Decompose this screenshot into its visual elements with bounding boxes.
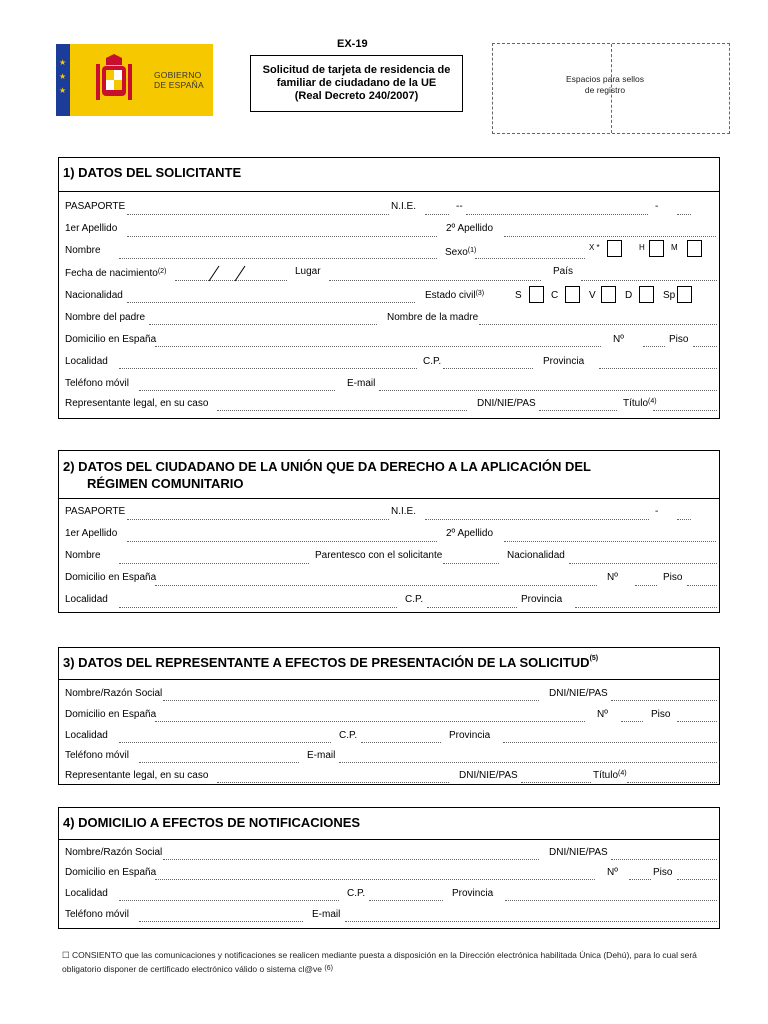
label-nombre: Nombre bbox=[65, 245, 101, 256]
label-titulo-3 bbox=[593, 770, 627, 781]
localidad-field-4[interactable] bbox=[119, 900, 339, 901]
piso-field[interactable] bbox=[693, 346, 717, 347]
checkbox-ec-s[interactable] bbox=[529, 286, 544, 303]
star-icon: ★ ★ ★ bbox=[59, 58, 67, 95]
nie-field-1[interactable] bbox=[425, 214, 449, 215]
label-cp-4: C.P. bbox=[347, 888, 366, 899]
estado-civil-text: Estado civil bbox=[425, 290, 476, 301]
label-sexo-h: H bbox=[639, 243, 645, 252]
nie-dash-2: - bbox=[655, 201, 659, 212]
nacionalidad-field-2[interactable] bbox=[569, 563, 717, 564]
label-representante-3: Representante legal, en su caso bbox=[65, 770, 209, 781]
label-ec-s: S bbox=[515, 290, 522, 301]
title-line2: familiar de ciudadano de la UE bbox=[276, 77, 437, 89]
checkbox-ec-c[interactable] bbox=[565, 286, 580, 303]
section-2-title-line2: RÉGIMEN COMUNITARIO bbox=[87, 476, 244, 491]
parentesco-field[interactable] bbox=[443, 563, 499, 564]
cp-field[interactable] bbox=[443, 368, 533, 369]
label-localidad-3: Localidad bbox=[65, 730, 108, 741]
coat-of-arms-icon bbox=[96, 54, 132, 106]
titulo-sup-3: (4) bbox=[618, 770, 627, 777]
label-fecha-nac bbox=[65, 268, 166, 279]
label-nie-2: N.I.E. bbox=[391, 506, 417, 517]
provincia-field-2[interactable] bbox=[575, 607, 717, 608]
nie-field-2c[interactable] bbox=[677, 519, 691, 520]
titulo-text: Título bbox=[623, 398, 649, 409]
titulo-text-3: Título bbox=[593, 770, 619, 781]
cp-field-3[interactable] bbox=[361, 742, 441, 743]
stamp-text bbox=[555, 74, 655, 96]
sexo-line bbox=[475, 258, 585, 259]
checkbox-ec-v[interactable] bbox=[601, 286, 616, 303]
estado-civil-sup: (3) bbox=[475, 290, 485, 297]
gobierno-logo bbox=[56, 44, 213, 116]
consent-sup: (6) bbox=[324, 965, 333, 972]
label-telefono-3: Teléfono móvil bbox=[65, 750, 129, 761]
label-sexo-m: M bbox=[671, 243, 678, 252]
telefono-field-4[interactable] bbox=[139, 921, 303, 922]
label-razon-social-3: Nombre/Razón Social bbox=[65, 688, 163, 699]
pais-field[interactable] bbox=[581, 280, 717, 281]
checkbox-sexo-m[interactable] bbox=[687, 240, 702, 257]
nombre-field-2[interactable] bbox=[119, 563, 309, 564]
label-provincia-3: Provincia bbox=[449, 730, 491, 741]
label-sexo-x: X * bbox=[589, 243, 600, 252]
label-piso-2: Piso bbox=[663, 572, 683, 583]
email-field-3[interactable] bbox=[339, 762, 717, 763]
consent-line1: ☐ CONSIENTO que las comunicaciones y notificaciones se realicen mediante puesta a disposición en la Dirección electrónica habilitada Única (Dehú), para lo cual será bbox=[62, 950, 697, 960]
checkbox-sexo-h[interactable] bbox=[649, 240, 664, 257]
label-pais: País bbox=[553, 266, 574, 277]
section-ciudadano-ue bbox=[58, 450, 720, 613]
label-localidad-4: Localidad bbox=[65, 888, 108, 899]
stamp-line1: Espacios para sellos bbox=[566, 74, 644, 84]
label-provincia-2: Provincia bbox=[521, 594, 563, 605]
nie-field-2[interactable] bbox=[466, 214, 648, 215]
label-ec-d: D bbox=[625, 290, 633, 301]
label-localidad: Localidad bbox=[65, 356, 108, 367]
label-apellido2: 2º Apellido bbox=[446, 223, 494, 234]
localidad-field-2[interactable] bbox=[119, 607, 397, 608]
label-dni-3b: DNI/NIE/PAS bbox=[459, 770, 518, 781]
consent-text[interactable] bbox=[62, 948, 722, 976]
label-piso: Piso bbox=[669, 334, 689, 345]
provincia-field-3[interactable] bbox=[503, 742, 717, 743]
apellido1-field-2[interactable] bbox=[127, 541, 437, 542]
label-apellido1-2: 1er Apellido bbox=[65, 528, 118, 539]
label-cp-3: C.P. bbox=[339, 730, 358, 741]
label-dni-3: DNI/NIE/PAS bbox=[549, 688, 608, 699]
domicilio-field-2[interactable] bbox=[155, 585, 597, 586]
consent-line2-wrap bbox=[62, 962, 722, 976]
numero-field-4[interactable] bbox=[629, 879, 651, 880]
dni-field-3b[interactable] bbox=[521, 782, 591, 783]
cp-field-4[interactable] bbox=[369, 900, 443, 901]
logo-text bbox=[154, 70, 204, 90]
lugar-field[interactable] bbox=[329, 280, 541, 281]
label-nombre-2: Nombre bbox=[65, 550, 101, 561]
dni-field-4[interactable] bbox=[611, 859, 717, 860]
sexo-sup: (1) bbox=[467, 247, 477, 254]
cp-field-2[interactable] bbox=[427, 607, 517, 608]
numero-field[interactable] bbox=[643, 346, 665, 347]
piso-field-2[interactable] bbox=[687, 585, 717, 586]
label-piso-4: Piso bbox=[653, 867, 673, 878]
checkbox-ec-sp[interactable] bbox=[677, 286, 692, 303]
telefono-field-3[interactable] bbox=[139, 762, 299, 763]
label-numero-4: Nº bbox=[607, 867, 618, 878]
label-lugar: Lugar bbox=[295, 266, 321, 277]
provincia-field[interactable] bbox=[599, 368, 717, 369]
label-padre: Nombre del padre bbox=[65, 312, 146, 323]
domicilio-field-3[interactable] bbox=[155, 721, 585, 722]
nacionalidad-field[interactable] bbox=[127, 302, 415, 303]
label-telefono-4: Teléfono móvil bbox=[65, 909, 129, 920]
piso-field-3[interactable] bbox=[677, 721, 717, 722]
title-line1: Solicitud de tarjeta de residencia de bbox=[262, 64, 451, 76]
representante-field-3[interactable] bbox=[217, 782, 449, 783]
checkbox-ec-d[interactable] bbox=[639, 286, 654, 303]
fecha-nac-text: Fecha de nacimiento bbox=[65, 268, 158, 279]
label-localidad-2: Localidad bbox=[65, 594, 108, 605]
checkbox-sexo-x[interactable] bbox=[607, 240, 622, 257]
label-pasaporte: PASAPORTE bbox=[65, 201, 126, 212]
label-domicilio: Domicilio en España bbox=[65, 334, 157, 345]
section-representante bbox=[58, 647, 720, 785]
nie-dash: -- bbox=[456, 201, 463, 212]
label-domicilio-2: Domicilio en España bbox=[65, 572, 157, 583]
madre-field[interactable] bbox=[479, 324, 717, 325]
dni-field[interactable] bbox=[539, 410, 617, 411]
label-titulo bbox=[623, 398, 657, 409]
label-nacionalidad-2: Nacionalidad bbox=[507, 550, 565, 561]
form-code: EX-19 bbox=[337, 38, 368, 50]
label-email: E-mail bbox=[347, 378, 376, 389]
numero-field-2[interactable] bbox=[635, 585, 657, 586]
section-2-title bbox=[59, 451, 719, 499]
section-solicitante bbox=[58, 157, 720, 419]
label-pasaporte-2: PASAPORTE bbox=[65, 506, 126, 517]
consent-line2: obligatorio disponer de certificado electrónico válido o sistema cl@ve bbox=[62, 964, 322, 974]
label-madre: Nombre de la madre bbox=[387, 312, 479, 323]
titulo-field[interactable] bbox=[653, 410, 717, 411]
section-3-sup: (5) bbox=[589, 655, 599, 662]
label-telefono: Teléfono móvil bbox=[65, 378, 129, 389]
label-sexo bbox=[445, 247, 476, 258]
label-email-4: E-mail bbox=[312, 909, 341, 920]
domicilio-field-4[interactable] bbox=[155, 879, 595, 880]
title-line3: (Real Decreto 240/2007) bbox=[294, 90, 419, 102]
label-nie: N.I.E. bbox=[391, 201, 417, 212]
logo-line2: DE ESPAÑA bbox=[154, 80, 204, 90]
form-title-box bbox=[250, 55, 463, 112]
titulo-field-3[interactable] bbox=[627, 782, 717, 783]
label-domicilio-3: Domicilio en España bbox=[65, 709, 157, 720]
label-provincia-4: Provincia bbox=[452, 888, 494, 899]
label-numero-2: Nº bbox=[607, 572, 618, 583]
label-ec-sp: Sp bbox=[663, 290, 676, 301]
provincia-field-4[interactable] bbox=[505, 900, 717, 901]
razon-social-field-4[interactable] bbox=[163, 859, 539, 860]
label-dni-4: DNI/NIE/PAS bbox=[549, 847, 608, 858]
logo-line1: GOBIERNO bbox=[154, 70, 202, 80]
label-razon-social-4: Nombre/Razón Social bbox=[65, 847, 163, 858]
label-estado-civil bbox=[425, 290, 484, 301]
label-parentesco: Parentesco con el solicitante bbox=[315, 550, 443, 561]
section-2-title-line1: 2) DATOS DEL CIUDADANO DE LA UNIÓN QUE DA DERECHO A LA APLICACIÓN DEL bbox=[63, 459, 591, 474]
section-4-title: 4) DOMICILIO A EFECTOS DE NOTIFICACIONES bbox=[59, 808, 719, 840]
section-notificaciones bbox=[58, 807, 720, 929]
numero-field-3[interactable] bbox=[621, 721, 643, 722]
label-domicilio-4: Domicilio en España bbox=[65, 867, 157, 878]
label-cp: C.P. bbox=[423, 356, 442, 367]
apellido2-field[interactable] bbox=[504, 236, 716, 237]
representante-field[interactable] bbox=[217, 410, 467, 411]
email-field-4[interactable] bbox=[345, 921, 717, 922]
dni-field-3[interactable] bbox=[611, 700, 717, 701]
padre-field[interactable] bbox=[149, 324, 377, 325]
section-1-title: 1) DATOS DEL SOLICITANTE bbox=[59, 158, 719, 192]
stamp-line2: de registro bbox=[584, 85, 626, 95]
pasaporte-field[interactable] bbox=[127, 214, 389, 215]
apellido1-field[interactable] bbox=[127, 236, 437, 237]
label-apellido1: 1er Apellido bbox=[65, 223, 118, 234]
titulo-sup: (4) bbox=[648, 398, 657, 405]
localidad-field-3[interactable] bbox=[119, 742, 331, 743]
localidad-field[interactable] bbox=[119, 368, 417, 369]
nie-field-3[interactable] bbox=[677, 214, 691, 215]
label-provincia: Provincia bbox=[543, 356, 585, 367]
label-representante: Representante legal, en su caso bbox=[65, 398, 209, 409]
apellido2-field-2[interactable] bbox=[504, 541, 716, 542]
email-field[interactable] bbox=[379, 390, 717, 391]
razon-social-field-3[interactable] bbox=[163, 700, 539, 701]
label-numero: Nº bbox=[613, 334, 624, 345]
label-ec-v: V bbox=[589, 290, 596, 301]
label-numero-3: Nº bbox=[597, 709, 608, 720]
date-slashes bbox=[195, 264, 255, 282]
label-apellido2-2: 2º Apellido bbox=[446, 528, 494, 539]
fecha-nac-sup: (2) bbox=[157, 268, 167, 275]
sexo-text: Sexo bbox=[445, 247, 468, 258]
domicilio-field[interactable] bbox=[155, 346, 601, 347]
label-ec-c: C bbox=[551, 290, 559, 301]
label-cp-2: C.P. bbox=[405, 594, 424, 605]
nie-field-2b[interactable] bbox=[425, 519, 649, 520]
section-3-title-text: 3) DATOS DEL REPRESENTANTE A EFECTOS DE PRESENTACIÓN DE LA SOLICITUD bbox=[63, 655, 590, 670]
label-dni: DNI/NIE/PAS bbox=[477, 398, 536, 409]
nie-dash-2b: - bbox=[655, 506, 659, 517]
piso-field-4[interactable] bbox=[677, 879, 717, 880]
label-nacionalidad: Nacionalidad bbox=[65, 290, 123, 301]
label-piso-3: Piso bbox=[651, 709, 671, 720]
telefono-field[interactable] bbox=[139, 390, 335, 391]
nombre-field[interactable] bbox=[119, 258, 437, 259]
pasaporte-field-2[interactable] bbox=[127, 519, 389, 520]
label-email-3: E-mail bbox=[307, 750, 336, 761]
section-3-title bbox=[59, 648, 719, 680]
